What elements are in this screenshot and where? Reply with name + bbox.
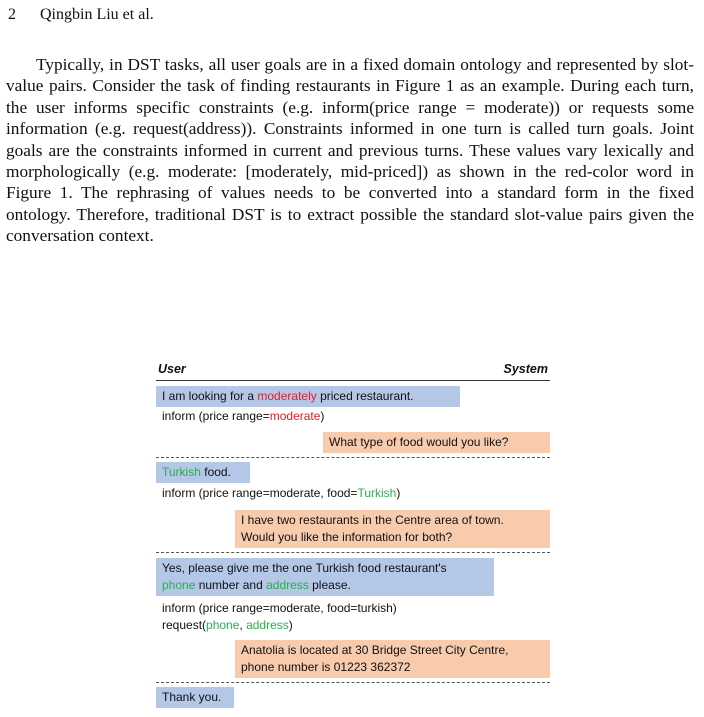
highlight-word: Turkish (162, 465, 201, 479)
utterance-text: priced restaurant. (316, 389, 414, 403)
utterance-text: Yes, please give me the one Turkish food restaurant's (162, 561, 447, 575)
annotation-text: ) (396, 486, 401, 500)
user-column-label: User (158, 362, 186, 376)
user-utterance-2 (156, 462, 250, 483)
utterance-text: Anatolia is located at 30 Bridge Street City Centre, (241, 643, 509, 657)
turn-goal-annotation-1 (162, 408, 324, 425)
turn-goal-annotation-3 (162, 600, 397, 634)
utterance-text: I have two restaurants in the Centre area of town. (241, 513, 504, 527)
turn-separator (156, 682, 550, 683)
turn-separator (156, 552, 550, 553)
highlight-word: address (266, 578, 309, 592)
system-utterance-2 (235, 510, 550, 548)
highlight-word: moderate (269, 409, 321, 423)
system-utterance-3 (235, 640, 550, 678)
annotation-text: inform (price range=moderate, food= (162, 486, 358, 500)
annotation-text: ) (288, 618, 293, 632)
dialogue-figure (156, 362, 550, 704)
utterance-text: Would you like the information for both? (241, 530, 453, 544)
highlight-word: phone (162, 578, 196, 592)
utterance-text: Thank you. (162, 690, 222, 704)
user-utterance-4 (156, 687, 234, 708)
figure-header (156, 362, 550, 381)
annotation-text: , (239, 618, 247, 632)
annotation-text: request( (162, 618, 207, 632)
utterance-text: number and (195, 578, 267, 592)
running-header (8, 6, 154, 24)
turn-separator (156, 457, 550, 458)
turn-goal-annotation-2 (162, 485, 400, 502)
running-authors: Qingbin Liu et al. (40, 6, 154, 23)
highlight-word: address (246, 618, 289, 632)
utterance-text: please. (308, 578, 351, 592)
page-number: 2 (8, 6, 16, 23)
utterance-text: What type of food would you like? (329, 435, 509, 449)
highlight-word: Turkish (357, 486, 397, 500)
annotation-text: inform (price range= (162, 409, 270, 423)
body-paragraph-block (6, 54, 694, 247)
user-utterance-3 (156, 558, 494, 596)
utterance-text: phone number is 01223 362372 (241, 660, 411, 674)
highlight-word: moderately (257, 389, 317, 403)
body-paragraph: Typically, in DST tasks, all user goals are in a fixed domain ontology and represented by slot-value pairs. Consider the task of finding restaurants in Figure 1 as an example. During each turn, the user informs specific constraints (e.g. inform(price range = moderate)) or requests some information (e.g. request(address)). Constraints informed in one turn is called turn goals. Joint goals are the constraints informed in current and previous turns. These values vary lexically and morphologically (e.g. moderate: [moderately, mid-priced]) as shown in the red-color word in Figure 1. The rephrasing of values needs to be converted into a standard form in the fixed ontology. Therefore, traditional DST is to extract possible the standard slot-value pairs given the conversation context. (6, 55, 694, 246)
system-column-label: System (503, 362, 548, 376)
user-utterance-1 (156, 386, 460, 407)
utterance-text: food. (200, 465, 231, 479)
annotation-text: inform (price range=moderate, food=turkish) (162, 601, 397, 615)
highlight-word: phone (206, 618, 240, 632)
utterance-text: I am looking for a (162, 389, 258, 403)
system-utterance-1 (323, 432, 550, 453)
annotation-text: ) (320, 409, 325, 423)
